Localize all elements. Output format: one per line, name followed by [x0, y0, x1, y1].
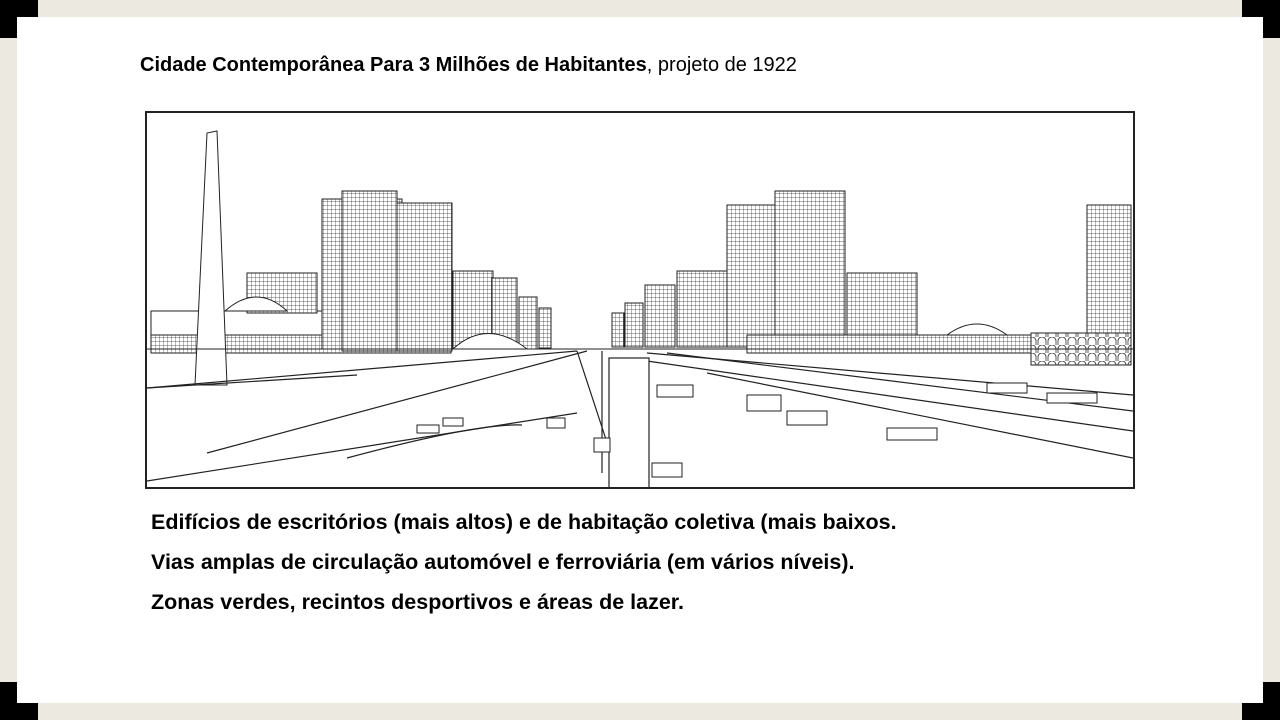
caption-line-3: Zonas verdes, recintos desportivos e áreas de lazer. — [151, 590, 684, 614]
slide-title — [140, 54, 797, 77]
city-perspective-sketch — [147, 113, 1133, 487]
title-rest: , projeto de 1922 — [646, 54, 797, 76]
title-bold: Cidade Contemporânea Para 3 Milhões de Habitantes — [140, 54, 647, 76]
caption-line-1: Edifícios de escritórios (mais altos) e de habitação coletiva (mais baixos. — [151, 510, 897, 534]
caption-line-2: Vias amplas de circulação automóvel e ferroviária (em vários níveis). — [151, 550, 855, 574]
slide — [17, 17, 1263, 703]
city-drawing — [145, 111, 1135, 489]
